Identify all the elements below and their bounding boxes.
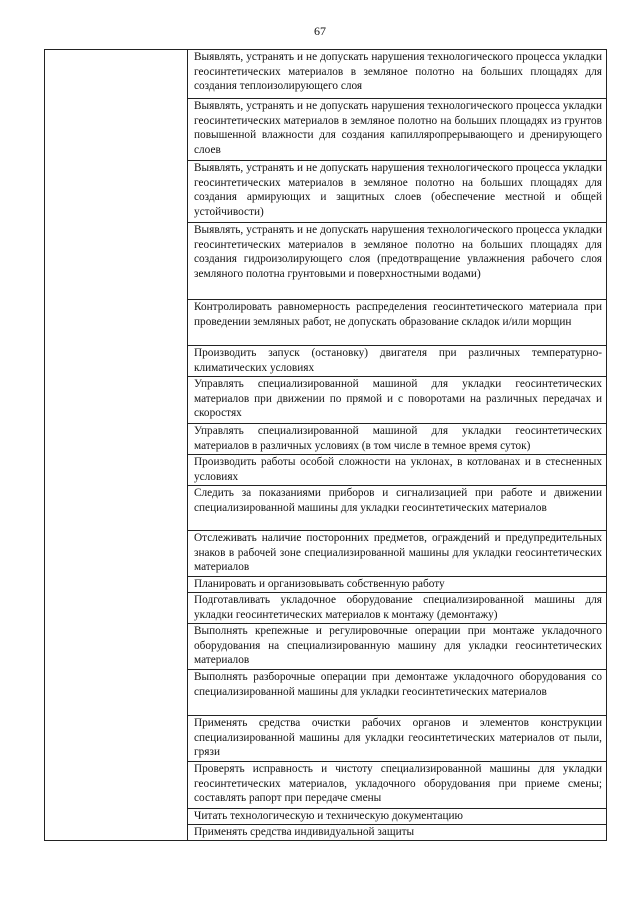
skill-cell [188, 824, 607, 840]
skill-text: Выявлять, устранять и не допускать нарушения технологического процесса укладки геосинтетических материалов в земляное полотно на больших площадях для создания теплоизолирующего слоя [194, 51, 602, 93]
skill-text: Производить запуск (остановку) двигателя при различных температурно-климатических условиях [194, 347, 602, 374]
skill-cell [188, 762, 607, 809]
skill-text: Выполнять разборочные операции при демонтаже укладочного оборудования со специализированной машины для укладки геосинтетических материалов [194, 671, 602, 698]
skill-text: Производить работы особой сложности на уклонах, в котлованах и в стесненных условиях [194, 456, 602, 483]
skill-text: Управлять специализированной машиной для укладки геосинтетических материалов при движении по прямой и с поворотами на различных передачах и скоростях [194, 378, 602, 420]
skill-text: Проверять исправность и чистоту специализированной машины для укладки геосинтетических материалов, укладочного оборудования при приеме смены; составлять рапорт при передаче смены [194, 763, 602, 805]
skills-table [44, 49, 607, 841]
skill-cell [188, 424, 607, 455]
skill-cell [188, 486, 607, 531]
skill-text: Выполнять крепежные и регулировочные операции при монтаже укладочного оборудования на специализированную машину для укладки геосинтетических материалов [194, 625, 602, 667]
skill-cell [188, 716, 607, 762]
skill-text: Отслеживать наличие посторонних предметов, ограждений и предупредительных знаков в рабочей зоне специализированной машины для укладки геосинтетических материалов [194, 532, 602, 574]
skill-cell [188, 670, 607, 716]
skill-cell [188, 223, 607, 300]
page-number: 67 [314, 24, 326, 38]
skill-text: Выявлять, устранять и не допускать нарушения технологического процесса укладки геосинтетических материалов в земляное полотно на больших площадях для создания армирующих и защитных слоев (обеспечение местной и общей устойчивости) [194, 162, 602, 218]
skill-cell [188, 161, 607, 223]
skill-text: Применять средства очистки рабочих органов и элементов конструкции специализированной машины для укладки геосинтетических материалов от пыли, грязи [194, 717, 602, 759]
skill-text: Следить за показаниями приборов и сигнализацией при работе и движении специализированной машины для укладки геосинтетических материалов [194, 487, 602, 514]
left-cell [45, 50, 188, 841]
skill-cell [188, 809, 607, 825]
skill-cell [188, 577, 607, 593]
skill-cell [188, 531, 607, 577]
skill-cell [188, 99, 607, 161]
skill-cell [188, 346, 607, 377]
skill-text: Подготавливать укладочное оборудование специализированной машины для укладки геосинтетических материалов к монтажу (демонтажу) [194, 594, 602, 621]
skill-text: Применять средства индивидуальной защиты [194, 825, 415, 838]
skill-cell [188, 624, 607, 670]
skill-text: Управлять специализированной машиной для укладки геосинтетических материалов в различных условиях (в том числе в темное время суток) [194, 425, 602, 452]
table-row [45, 50, 607, 99]
skill-text: Планировать и организовывать собственную работу [194, 578, 445, 590]
skill-cell [188, 593, 607, 624]
skill-text: Контролировать равномерность распределения геосинтетического материала при проведении земляных работ, не допускать образование складок и/или морщин [194, 301, 602, 328]
skill-text: Читать технологическую и техническую документацию [194, 810, 463, 822]
skill-cell [188, 377, 607, 424]
skill-cell [188, 300, 607, 346]
skill-cell [188, 50, 607, 99]
skill-text: Выявлять, устранять и не допускать нарушения технологического процесса укладки геосинтетических материалов в земляное полотно на больших площадях для создания гидроизолирующего слоя (предотвращение увлажнения рабочего слоя земляного полотна грунтовыми и поверхностными водами) [194, 224, 602, 280]
skill-cell [188, 455, 607, 486]
skill-text: Выявлять, устранять и не допускать нарушения технологического процесса укладки геосинтетических материалов в земляное полотно на больших площадях из грунтов повышенной влажности для создания капилляропрерывающего и дренирующего слоев [194, 100, 602, 156]
